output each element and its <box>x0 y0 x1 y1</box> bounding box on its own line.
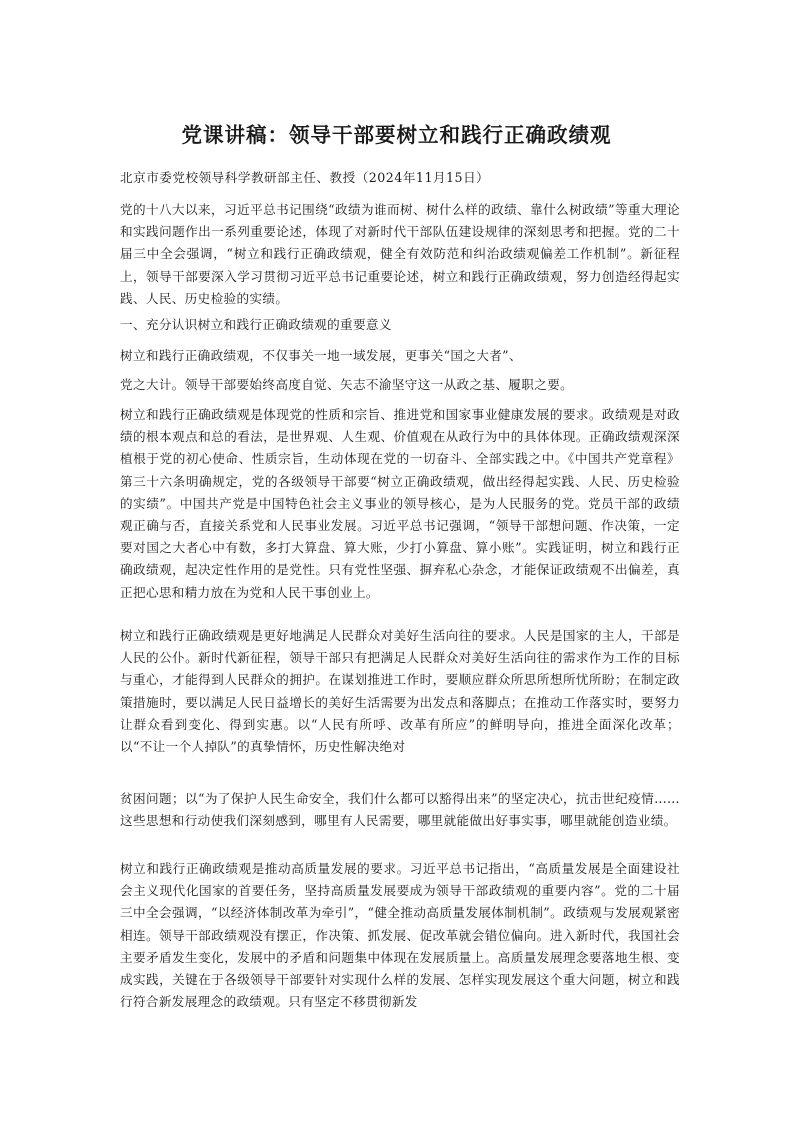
body-paragraph: 贫困问题；以“为了保护人民生命安全，我们什么都可以豁得出来”的坚定决心，抗击世纪疫情……这些思想和行动使我们深刻感到，哪里有人民需要，哪里就能做出好事实事，哪里就能创造业绩。 <box>120 791 680 829</box>
body-paragraph: 树立和践行正确政绩观是体现党的性质和宗旨、推进党和国家事业健康发展的要求。政绩观是对政绩的根本观点和总的看法，是世界观、人生观、价值观在从政行为中的具体体现。正确政绩观深深植根于党的初心使命、性质宗旨，生动体现在党的一切奋斗、全部实践之中。《中国共产党章程》第三十六条明确规定，党的各级领导干部要“树立正确政绩观，做出经得起实践、人民、历史检验的实绩”。中国共产党是中国特色社会主义事业的领导核心，是为人民服务的党。党员干部的政绩观正确与否，直接关系党和人民事业发展。习近平总书记强调，“领导干部想问题、作决策，一定要对国之大者心中有数，多打大算盘、算大账，少打小算盘、算小账”。实践证明，树立和践行正确政绩观，起决定性作用的是党性。只有党性坚强、摒弃私心杂念，才能保证政绩观不出偏差，真正把心思和精力放在为党和人民干事创业上。 <box>120 407 680 600</box>
intro-paragraph: 党的十八大以来，习近平总书记围绕“政绩为谁而树、树什么样的政绩、靠什么树政绩”等重大理论和实践问题作出一系列重要论述，体现了对新时代干部队伍建设规律的深刻思考和把握。党的二十届三中全会强调，“树立和践行正确政绩观，健全有效防范和纠治政绩观偏差工作机制”。新征程上，领导干部要深入学习贯彻习近平总书记重要论述，树立和践行正确政绩观，努力创造经得起实践、人民、历史检验的实绩。 <box>120 202 680 306</box>
author-byline: 北京市委党校领导科学教研部主任、教授（2024年11月15日） <box>120 170 490 185</box>
document-title: 党课讲稿：领导干部要树立和践行正确政绩观 <box>181 123 612 147</box>
section-heading: 一、充分认识树立和践行正确政绩观的重要意义 <box>120 317 392 332</box>
body-paragraph: 树立和践行正确政绩观是推动高质量发展的要求。习近平总书记指出，“高质量发展是全面建设社会主义现代化国家的首要任务，坚持高质量发展要成为领导干部政绩观的重要内容”。党的二十届三中全会强调，“以经济体制改革为牵引”，“健全推动高质量发展体制机制”。政绩观与发展观紧密相连。领导干部政绩观没有摆正，作决策、抓发展、促改革就会错位偏向。进入新时代，我国社会主要矛盾发生变化，发展中的矛盾和问题集中体现在发展质量上。高质量发展理念要落地生根、变成实践，关键在于各级领导干部要针对实现什么样的发展、怎样实现发展这个重大问题，树立和践行符合新发展理念的政绩观。只有坚定不移贯彻新发 <box>120 861 680 1010</box>
body-paragraph: 树立和践行正确政绩观，不仅事关一地一域发展，更事关“国之大者”、 <box>120 348 522 363</box>
body-paragraph: 树立和践行正确政绩观是更好地满足人民群众对美好生活向往的要求。人民是国家的主人，干部是人民的公仆。新时代新征程，领导干部只有把满足人民群众对美好生活向往的需求作为工作的目标与重心，才能得到人民群众的拥护。在谋划推进工作时，要顺应群众所思所想所忧所盼；在制定政策措施时，要以满足人民日益增长的美好生活需要为出发点和落脚点；在推动工作落实时，要努力让群众看到变化、得到实惠。以“人民有所呼、改革有所应”的鲜明导向，推进全面深化改革；以“不让一个人掉队”的真挚情怀，历史性解决绝对 <box>120 628 680 755</box>
body-paragraph: 党之大计。领导干部要始终高度自觉、矢志不渝坚守这一从政之基、履职之要。 <box>120 377 574 392</box>
